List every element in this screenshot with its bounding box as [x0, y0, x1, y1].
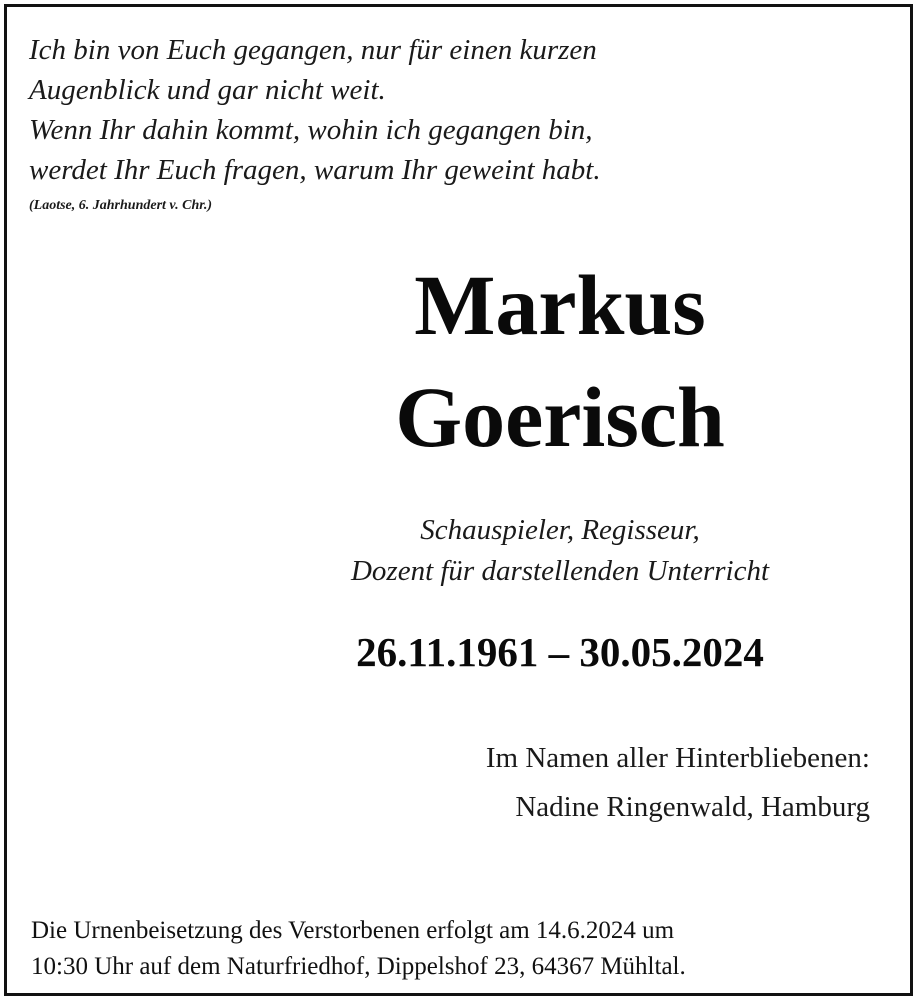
burial-notice-line: Die Urnenbeisetzung des Verstorbenen erfolgt am 14.6.2024 um [31, 917, 675, 944]
deceased-last-name: Goerisch [395, 369, 725, 465]
poem-line: Augenblick und gar nicht weit. [29, 74, 386, 106]
burial-notice [31, 913, 891, 985]
poem-line: Ich bin von Euch gegangen, nur für einen kurzen [29, 34, 597, 66]
poem-line: werdet Ihr Euch fragen, warum Ihr geweint habt. [29, 154, 601, 186]
poem-quote [29, 30, 829, 190]
deceased-first-name: Markus [414, 257, 706, 353]
profession-line: Schauspieler, Regisseur, [420, 514, 700, 546]
poem-line: Wenn Ihr dahin kommt, wohin ich gegangen bin, [29, 114, 593, 146]
life-dates: 26.11.1961 – 30.05.2024 [356, 629, 764, 675]
mourners-intro: Im Namen aller Hinterbliebenen: [485, 742, 870, 774]
mourner-name: Nadine Ringenwald, Hamburg [515, 791, 870, 823]
burial-notice-line: 10:30 Uhr auf dem Naturfriedhof, Dippelshof 23, 64367 Mühltal. [31, 953, 686, 980]
profession-line: Dozent für darstellenden Unterricht [350, 555, 770, 587]
poem-attribution: (Laotse, 6. Jahrhundert v. Chr.) [29, 198, 213, 213]
